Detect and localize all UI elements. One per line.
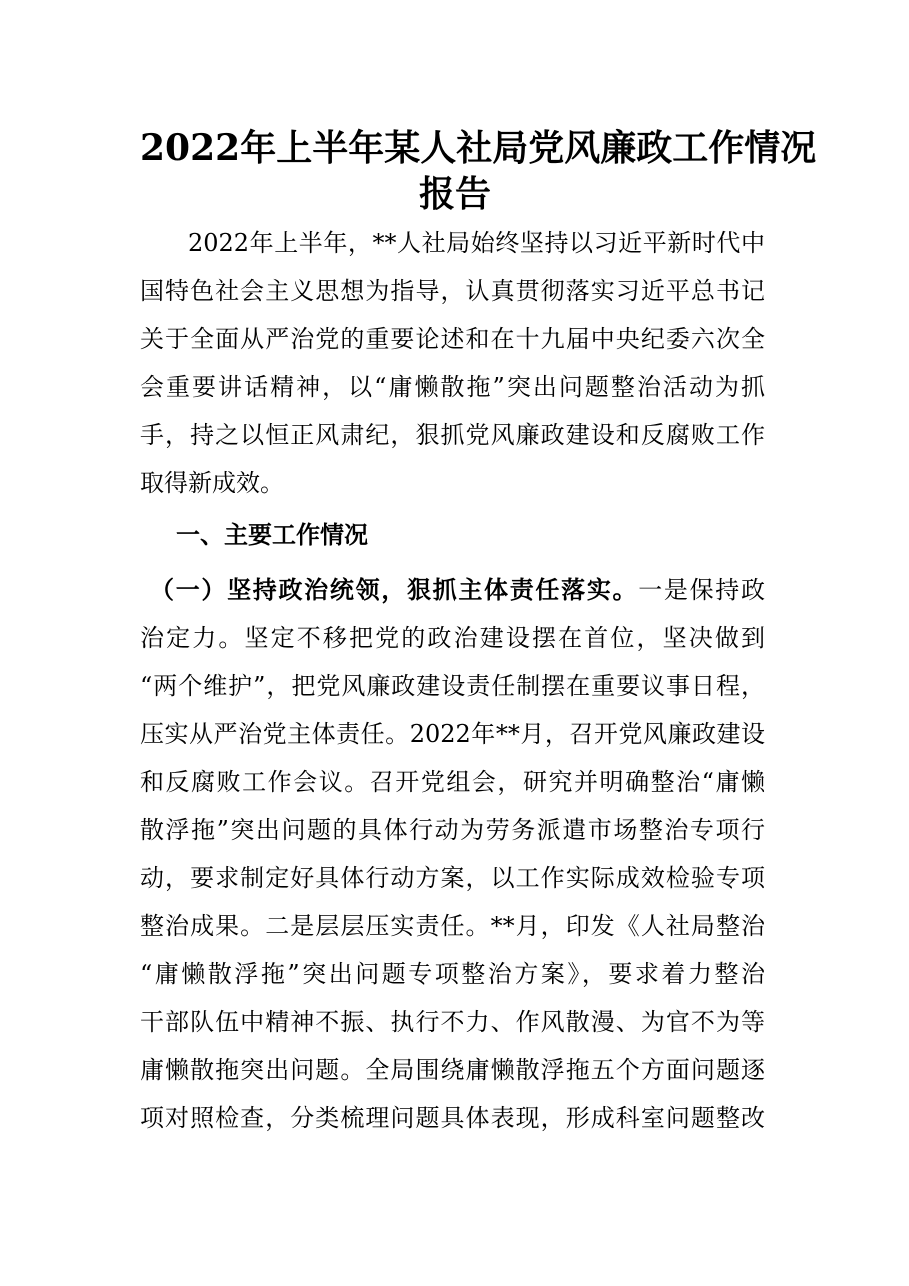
- intro-line: 2022年上半年，**人社局始终坚持以习近平新时代中: [188, 229, 765, 257]
- body-line: “两个维护”，把党风廉政建设责任制摆在重要议事日程，: [140, 672, 765, 700]
- intro-line: 会重要讲话精神，以“庸懒散拖”突出问题整治活动为抓: [140, 373, 765, 401]
- body-line: 干部队伍中精神不振、执行不力、作风散漫、为官不为等: [140, 1008, 765, 1036]
- sub-heading-rest: 一是保持政: [638, 576, 766, 604]
- body-line: “庸懒散浮拖”突出问题专项整治方案》，要求着力整治: [140, 960, 765, 988]
- intro-line: 关于全面从严治党的重要论述和在十九届中央纪委六次全: [140, 325, 765, 353]
- body-line: 和反腐败工作会议。召开党组会，研究并明确整治“庸懒: [140, 768, 765, 796]
- body-line: 治定力。坚定不移把党的政治建设摆在首位，坚决做到: [140, 624, 765, 652]
- sub-heading-bold: （一）坚持政治统领，狠抓主体责任落实。: [150, 575, 639, 604]
- body-line: 动，要求制定好具体行动方案，以工作实际成效检验专项: [140, 864, 765, 892]
- section-heading: 一、主要工作情况: [176, 520, 368, 549]
- body-line: 散浮拖”突出问题的具体行动为劳务派遣市场整治专项行: [140, 816, 765, 844]
- intro-line: 国特色社会主义思想为指导，认真贯彻落实习近平总书记: [140, 277, 765, 305]
- sub-heading-line: [150, 575, 765, 605]
- body-line: 整治成果。二是层层压实责任。**月，印发《人社局整治: [140, 912, 765, 940]
- body-line: 项对照检查，分类梳理问题具体表现，形成科室问题整改: [140, 1104, 765, 1132]
- intro-line: 手，持之以恒正风肃纪，狠抓党风廉政建设和反腐败工作: [140, 421, 765, 449]
- document-title-line-1: 2022年上半年某人社局党风廉政工作情况: [140, 127, 817, 169]
- document-title-line-2: 报告: [418, 173, 491, 215]
- intro-line: 取得新成效。: [140, 469, 284, 497]
- body-line: 庸懒散拖突出问题。全局围绕庸懒散浮拖五个方面问题逐: [140, 1056, 765, 1084]
- body-line: 压实从严治党主体责任。2022年**月，召开党风廉政建设: [140, 720, 765, 748]
